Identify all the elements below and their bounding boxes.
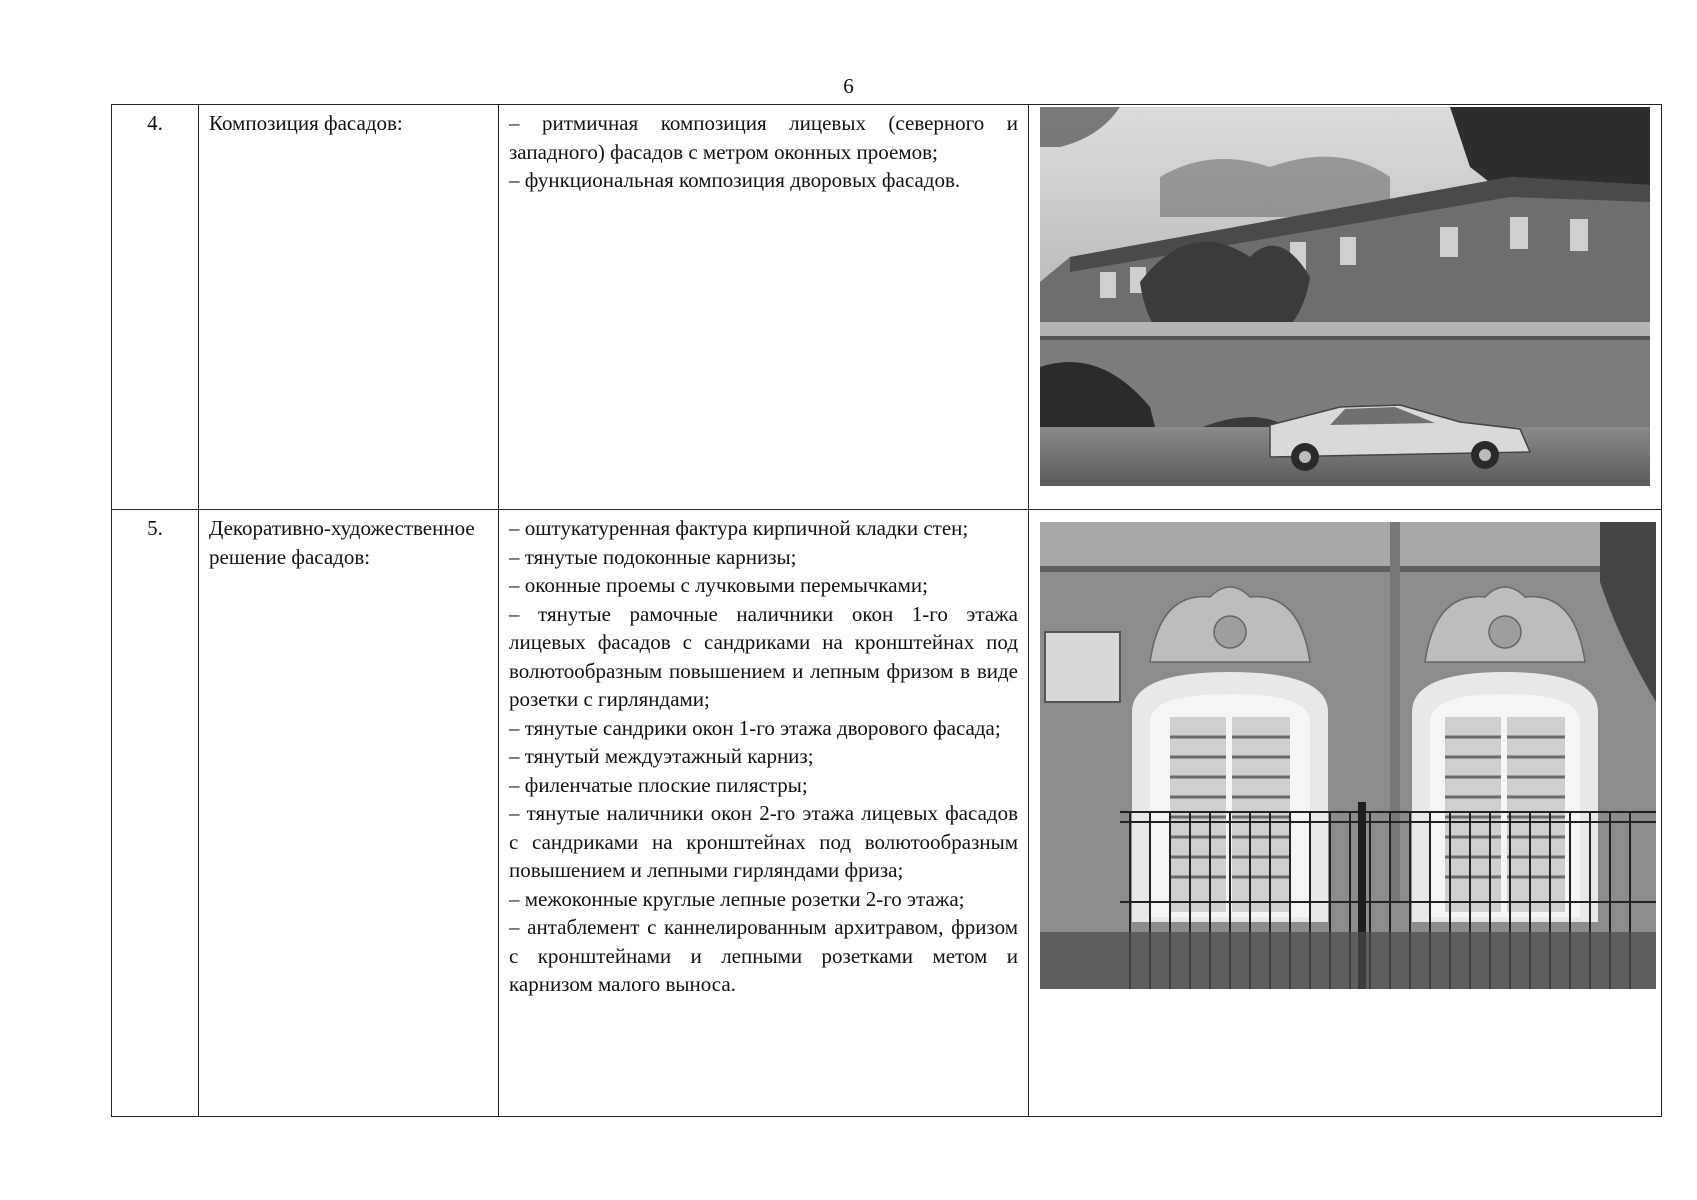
description-item: – тянутые наличники окон 2-го этажа лицевых фасадов с сандриками на кронштейнах под волютообразным повышением и лепными гирляндами фриза;	[509, 801, 1018, 882]
row-number: 4.	[112, 105, 199, 510]
row-title: Композиция фасадов:	[199, 105, 499, 510]
table-row	[112, 510, 1662, 1117]
description-item: – функциональная композиция дворовых фасадов.	[509, 168, 961, 192]
photo-cell	[1029, 105, 1662, 510]
facade-table	[111, 104, 1662, 1117]
description-item: – филенчатые плоские пилястры;	[509, 772, 808, 797]
description-item: – антаблемент с каннелированным архитравом, фризом с кронштейнами и лепными розетками метом и карнизом малого выноса.	[509, 915, 1018, 996]
photo-cell	[1029, 510, 1662, 1117]
row-description	[499, 105, 1029, 510]
table-row	[112, 105, 1662, 510]
row-number: 5.	[112, 510, 199, 1117]
description-item: – ритмичная композиция лицевых (северного и западного) фасадов с метром оконных проемов;	[509, 111, 1018, 164]
row-description	[499, 510, 1029, 1117]
page-number: 6	[843, 74, 854, 98]
row-title: Декоративно-художественное решение фасадов:	[199, 510, 499, 1117]
facade-windows-photo	[1040, 522, 1656, 989]
description-item: – межоконные круглые лепные розетки 2-го этажа;	[509, 886, 965, 911]
description-item: – тянутые подоконные карнизы;	[509, 544, 797, 569]
description-item: – тянутые рамочные наличники окон 1-го этажа лицевых фасадов с сандриками на кронштейнах под волютообразным повышением и лепным фризом в виде розетки с гирляндами;	[509, 601, 1018, 711]
description-item: – тянутый междуэтажный карниз;	[509, 744, 814, 768]
description-item: – оконные проемы с лучковыми перемычками;	[509, 573, 928, 597]
description-item: – тянутые сандрики окон 1-го этажа дворового фасада;	[509, 715, 1001, 740]
description-item: – оштукатуренная фактура кирпичной кладки стен;	[509, 516, 969, 540]
building-courtyard-photo	[1040, 107, 1650, 486]
